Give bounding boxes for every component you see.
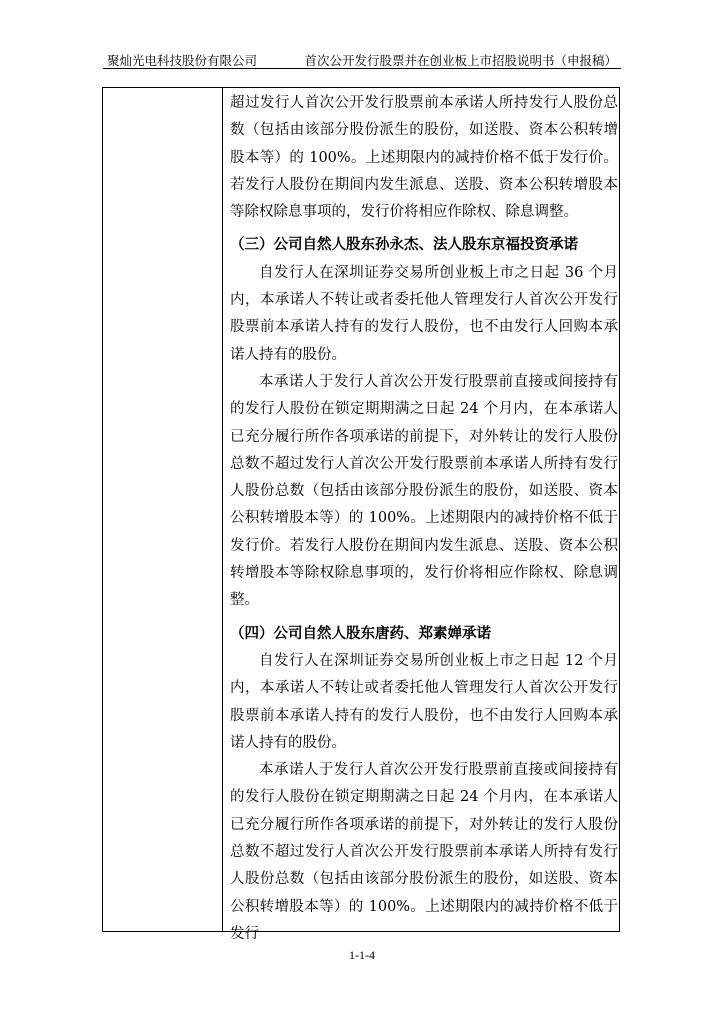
paragraph-3-reduction: 本承诺人于发行人首次公开发行股票前直接或间接持有的发行人股份在锁定期期满之日起 24 个月内，在本承诺人已充分履行所作各项承诺的前提下，对外转让的发行人股份总数不超过发行人首次公开发行股票前本承诺人所持有发行人股份总数（包括由该部分股份派生的股份，如送股、资本公积转增股本等）的 100%。上述期限内的减持价格不低于发行价。若发行人股份在期间内发生派息、送股、资本公积转增股本等除权除息事项的，发行价将相应作除权、除息调整。	[230, 373, 618, 609]
section-heading-3: （三）公司自然人股东孙永杰、法人股东京福投资承诺	[230, 237, 578, 254]
table-content-cell	[230, 90, 618, 948]
paragraph-continued: 超过发行人首次公开发行股票前本承诺人所持发行人股份总数（包括由该部分股份派生的股份，如送股、资本公积转增股本等）的 100%。上述期限内的减持价格不低于发行价。若发行人股份在期间内发生派息、送股、资本公积转增股本等除权除息事项的，发行价将相应作除权、除息调整。	[230, 95, 618, 221]
section-heading-4: （四）公司自然人股东唐药、郑素婵承诺	[230, 625, 491, 642]
header-company: 聚灿光电科技股份有限公司	[107, 53, 258, 68]
paragraph-4-lockup: 自发行人在深圳证券交易所创业板上市之日起 12 个月内，本承诺人不转让或者委托他人管理发行人首次公开发行股票前本承诺人持有的发行人股份，也不由发行人回购本承诺人持有的股份。	[230, 652, 618, 751]
page-number: 1-1-4	[349, 948, 375, 962]
table-column-divider	[222, 88, 223, 931]
paragraph-4-reduction: 本承诺人于发行人首次公开发行股票前直接或间接持有的发行人股份在锁定期期满之日起 24 个月内，在本承诺人已充分履行所作各项承诺的前提下，对外转让的发行人股份总数不超过发行人首次公开发行股票前本承诺人所持有发行人股份总数（包括由该部分股份派生的股份，如送股、资本公积转增股本等）的 100%。上述期限内的减持价格不低于发行	[230, 762, 618, 942]
paragraph-3-lockup: 自发行人在深圳证券交易所创业板上市之日起 36 个月内，本承诺人不转让或者委托他人管理发行人首次公开发行股票前本承诺人持有的发行人股份，也不由发行人回购本承诺人持有的股份。	[230, 264, 618, 363]
page-header	[103, 48, 621, 69]
header-document-title: 首次公开发行股票并在创业板上市招股说明书（申报稿）	[304, 53, 617, 68]
commitment-table	[102, 87, 620, 942]
